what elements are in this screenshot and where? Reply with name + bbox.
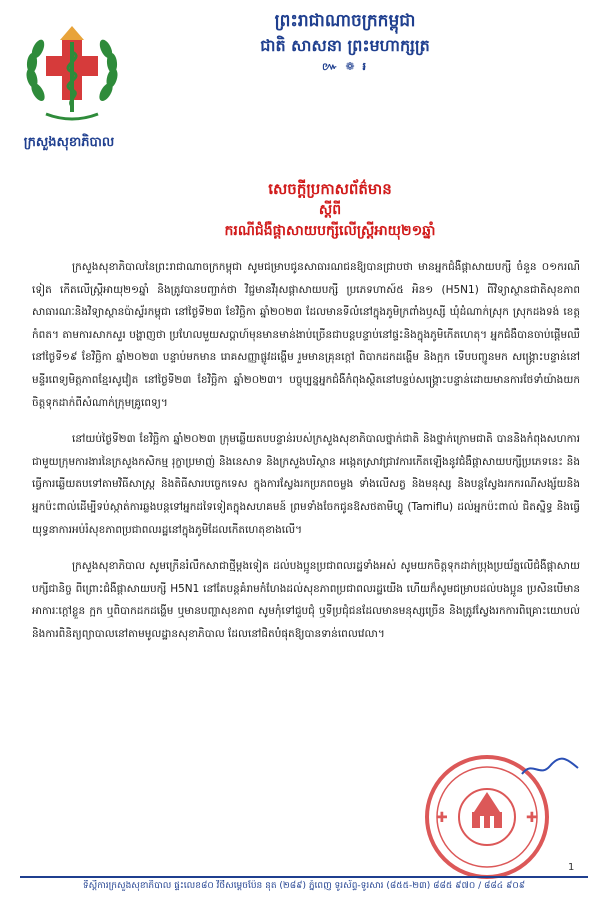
header-ornament: ៚ ❁ ៛ [322, 60, 368, 73]
svg-text:✚: ✚ [436, 810, 448, 826]
signature [520, 756, 580, 780]
title-line-3: ករណីជំងឺផ្តាសាយបក្សីលើស្ត្រីអាយុ២១ឆ្នាំ [224, 223, 436, 239]
svg-text:✚: ✚ [526, 810, 538, 826]
footer-address: ទីស្តីការក្រសួងសុខាភិបាល ផ្ទះលេខ៨០ វិថីសម្តេចប៉ែន នុត (២៨៩) ភ្នំពេញ ទូរស័ព្ទ-ទូរសារ (៨៥៥-២៣) ៨៨៥ ៩៧០ / ៨៨៤ ៩០៩ [82, 881, 526, 891]
announcement-body [32, 256, 580, 660]
ministry-name: ក្រសួងសុខាភិបាល [23, 135, 115, 150]
kingdom-title: ព្រះរាជាណាចក្រកម្ពុជា [274, 11, 416, 31]
title-line-2: ស្តីពី [318, 202, 342, 218]
document-header [150, 8, 540, 76]
caduceus-emblem-icon [16, 22, 128, 126]
announcement-title [110, 178, 550, 242]
paragraph: ក្រសួងសុខាភិបាលនៃព្រះរាជាណាចក្រកម្ពុជា សូមជម្រាបជូនសាធារណជនឱ្យបានជ្រាបថា មានអ្នកជំងឺផ្តាសាយបក្សី ចំនួន ០១ករណីទៀត កើតលើស្ត្រីអាយុ២១ឆ្នាំ និងត្រូវបានបញ្ជាក់ថា វិជ្ជមានវីរុសផ្តាសាយបក្សី ប្រភេទហាស៍៥ អិន១ (H5N1) ពីវិទ្យាស្ថានជាតិសុខភាពសាធារណៈនិងវិទ្យាស្ថានប៉ាស្ទ័រកម្ពុជា នៅថ្ងៃទី២៣ ខែវិច្ឆិកា ឆ្នាំ២០២៣ ដែលមានទីលំនៅក្នុងភូមិក្រពាំងឫស្សី ឃុំដំណាក់ស្រុក ស្រុកដងទង់ ខេត្តកំពត។ តាមការសាកសួរ បង្ហាញថា ប្រហែលមួយសប្តាហ៍មុនមានមាន់ងាប់ច្រើនជាបន្តបន្ទាប់នៅផ្ទះនិងក្នុងភូមិកើតហេតុ។ អ្នកជំងឺបានចាប់ផ្តើមឈឺនៅថ្ងៃទី១៩ ខែវិច្ឆិកា ឆ្នាំ២០២៣ បន្ទាប់មកមាន រោគសញ្ញាផ្លូវដង្ហើម រួមមានគ្រុនក្តៅ ពិបាកដកដង្ហើម និងក្អក ទើបបញ្ជូនមក សង្គ្រោះបន្ទាន់នៅមន្ទីរពេទ្យមិត្តភាពខ្មែរសូវៀត នៅថ្ងៃទី២៣ ខែវិច្ឆិកា ឆ្នាំ២០២៣។ បច្ចុប្បន្នអ្នកជំងឺកំពុងស្ថិតនៅបន្ទប់សង្គ្រោះបន្ទាន់ដោយមានការថែទាំយ៉ាងយកចិត្តទុកដាក់ពីសំណាក់ក្រុមគ្រូពេទ្យ។ [32, 261, 580, 409]
national-motto: ជាតិ សាសនា ព្រះមហាក្សត្រ [260, 36, 430, 55]
title-line-1: សេចក្តីប្រកាសព័ត៌មាន [268, 180, 392, 198]
paragraph: ក្រសួងសុខាភិបាល សូមក្រើនរំលឹកសាជាថ្មីម្តងទៀត ដល់បងប្អូនប្រជាពលរដ្ឋទាំងអស់ សូមយកចិត្តទុកដាក់ប្រុងប្រយ័ត្នលើជំងឺផ្តាសាយបក្សីជានិច្ច ពីព្រោះជំងឺផ្តាសាយបក្សី H5N1 នៅតែបន្តគំរាមកំហែងដល់សុខភាពប្រជាពលរដ្ឋយើង ហើយក៏សូមជម្រាបដល់បងប្អូន ប្រសិនបើមានអាការៈក្តៅខ្លួន ក្អក ឬពិបាកដកដង្ហើម ឬមានបញ្ហាសុខភាព សូមកុំទៅជួបជុំ ឬទីប្រជុំជនដែលមានមនុស្សច្រើន និងត្រូវស្វែងរកការពិគ្រោះយោបល់ និងការពិនិត្យព្យាបាលនៅតាមមូលដ្ឋានសុខាភិបាល ដែលនៅជិតបំផុតឱ្យបានទាន់ពេលវេលា។ [32, 560, 580, 640]
ministry-logo [16, 22, 128, 126]
paragraph: នៅយប់ថ្ងៃទី២៣ ខែវិច្ឆិកា ឆ្នាំ២០២៣ ក្រុមឆ្លើយតបបន្ទាន់របស់ក្រសួងសុខាភិបាលថ្នាក់ជាតិ និងថ្នាក់ក្រោមជាតិ បាននិងកំពុងសហការជាមួយក្រុមការងារនៃក្រសួងកសិកម្ម រុក្ខាប្រមាញ់ និងនេសាទ និងក្រសួងបរិស្ថាន អង្កេតស្រាវជ្រាវការកើតឡើងនូវជំងឺផ្តាសាយបក្សីប្រភេទនេះ និងធ្វើការឆ្លើយតបទៅតាមវិធីសាស្ត្រ និងតិធីសារបច្ចេកទេស ក្នុងការស្វែងរកប្រភពចម្លង ទាំងលើសត្វ និងមនុស្ស និងបន្តស្វែងរកករណីសង្ស័យនិងអ្នកប៉ះពាល់ដើម្បីទប់ស្កាត់ការឆ្លងបន្តទៅអ្នកដទៃទៀតក្នុងសហគមន៍ ព្រមទាំងចែកជូនឱសថតាមីហ្វ្លូ (Tamiflu) ដល់អ្នកប៉ះពាល់ ជិតស្និទ្ធ និងធ្វើយុទ្ធនាការអប់រំសុខភាពប្រជាពលរដ្ឋនៅក្នុងភូមិដែលកើតហេតុខាងលើ។ [32, 433, 580, 536]
page-number: 1 [568, 862, 575, 873]
footer-divider [20, 876, 588, 878]
